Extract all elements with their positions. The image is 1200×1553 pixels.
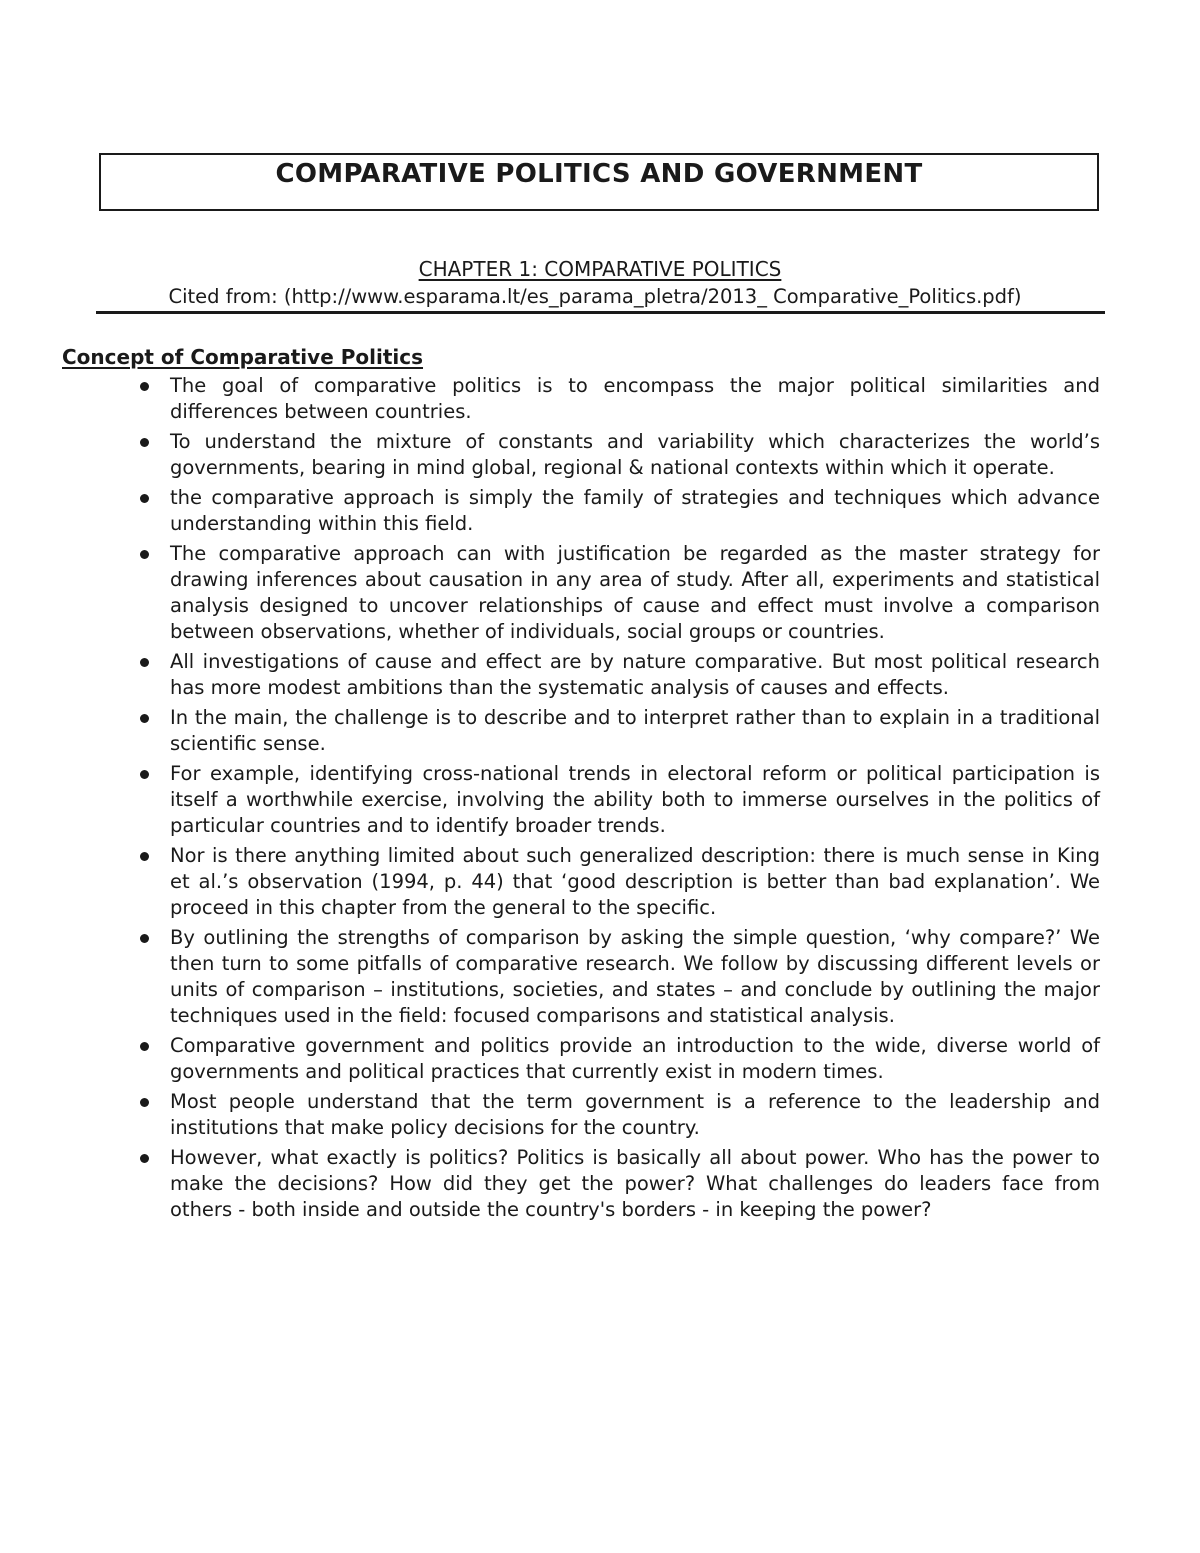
section-heading: Concept of Comparative Politics: [62, 345, 424, 369]
list-item: [170, 925, 1100, 1029]
bullet-list: [0, 373, 1200, 1227]
list-item-text: Nor is there anything limited about such generalized description: there is much sense in King et al.’s observation (1994, p. 44) that ‘good description is better than bad explanation’. We proceed in this chapter from the general to the specific.: [170, 844, 1100, 919]
list-item: [170, 649, 1100, 701]
list-item: [170, 1033, 1100, 1085]
horizontal-rule: [96, 311, 1105, 314]
bullet-icon: [140, 934, 149, 943]
list-item: [170, 1089, 1100, 1141]
list-item-text: In the main, the challenge is to describe and to interpret rather than to explain in a traditional scientific sense.: [170, 706, 1100, 755]
bullet-icon: [140, 714, 149, 723]
citation-line: Cited from: (http://www.esparama.lt/es_parama_pletra/2013_ Comparative_Politics.pdf): [168, 285, 1022, 308]
list-item-text: However, what exactly is politics? Politics is basically all about power. Who has the power to make the decisions? How did they get the power? What challenges do leaders face from others - both inside and outside the country's borders - in keeping the power?: [170, 1146, 1100, 1221]
list-item: [170, 485, 1100, 537]
document-title: COMPARATIVE POLITICS AND GOVERNMENT: [275, 159, 923, 189]
bullet-icon: [140, 852, 149, 861]
list-item: [170, 1145, 1100, 1223]
list-item-text: By outlining the strengths of comparison by asking the simple question, ‘why compare?’ We then turn to some pitfalls of comparative research. We follow by discussing different levels or units of comparison – institutions, societies, and states – and conclude by outlining the major techniques used in the field: focused comparisons and statistical analysis.: [170, 926, 1100, 1027]
list-item: [170, 761, 1100, 839]
bullet-icon: [140, 382, 149, 391]
list-item: [170, 705, 1100, 757]
list-item-text: the comparative approach is simply the family of strategies and techniques which advance understanding within this field.: [170, 486, 1100, 535]
title-box: [99, 153, 1099, 211]
list-item: [170, 843, 1100, 921]
bullet-icon: [140, 1098, 149, 1107]
chapter-heading: CHAPTER 1: COMPARATIVE POLITICS: [418, 257, 782, 281]
list-item-text: The comparative approach can with justification be regarded as the master strategy for drawing inferences about causation in any area of study. After all, experiments and statistical analysis designed to uncover relationships of cause and effect must involve a comparison between observations, whether of individuals, social groups or countries.: [170, 542, 1100, 643]
list-item-text: For example, identifying cross-national trends in electoral reform or political participation is itself a worthwhile exercise, involving the ability both to immerse ourselves in the politics of particular countries and to identify broader trends.: [170, 762, 1100, 837]
list-item: [170, 429, 1100, 481]
list-item-text: Most people understand that the term government is a reference to the leadership and institutions that make policy decisions for the country.: [170, 1090, 1100, 1139]
list-item: [170, 373, 1100, 425]
list-item-text: To understand the mixture of constants and variability which characterizes the world’s governments, bearing in mind global, regional & national contexts within which it operate.: [170, 430, 1100, 479]
list-item-text: Comparative government and politics provide an introduction to the wide, diverse world of governments and political practices that currently exist in modern times.: [170, 1034, 1100, 1083]
bullet-icon: [140, 438, 149, 447]
list-item-text: All investigations of cause and effect are by nature comparative. But most political research has more modest ambitions than the systematic analysis of causes and effects.: [170, 650, 1100, 699]
bullet-icon: [140, 550, 149, 559]
list-item: [170, 541, 1100, 645]
bullet-icon: [140, 770, 149, 779]
list-item-text: The goal of comparative politics is to encompass the major political similarities and differences between countries.: [170, 374, 1100, 423]
bullet-icon: [140, 494, 149, 503]
bullet-icon: [140, 1154, 149, 1163]
bullet-icon: [140, 1042, 149, 1051]
bullet-icon: [140, 658, 149, 667]
